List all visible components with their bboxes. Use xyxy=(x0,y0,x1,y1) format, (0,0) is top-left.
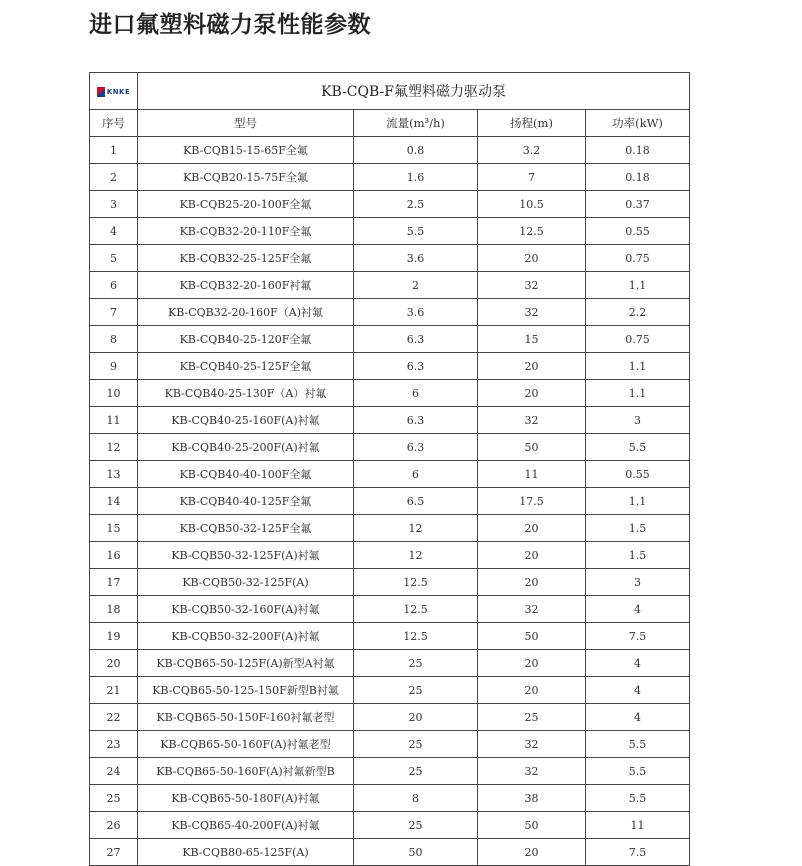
cell-model: KB-CQB50-32-160F(A)衬氟 xyxy=(138,596,354,623)
table-body xyxy=(90,137,690,866)
cell-power: 1.1 xyxy=(586,380,690,407)
table-row xyxy=(90,191,690,218)
table-row xyxy=(90,731,690,758)
table-row xyxy=(90,461,690,488)
cell-head: 11 xyxy=(478,461,586,488)
cell-head: 20 xyxy=(478,839,586,866)
header-index: 序号 xyxy=(90,110,138,137)
cell-head: 32 xyxy=(478,596,586,623)
cell-index: 12 xyxy=(90,434,138,461)
cell-index: 22 xyxy=(90,704,138,731)
cell-flow: 2 xyxy=(354,272,478,299)
cell-flow: 6.5 xyxy=(354,488,478,515)
cell-power: 5.5 xyxy=(586,785,690,812)
cell-index: 26 xyxy=(90,812,138,839)
cell-flow: 6.3 xyxy=(354,353,478,380)
cell-power: 4 xyxy=(586,650,690,677)
cell-flow: 25 xyxy=(354,677,478,704)
table-row xyxy=(90,326,690,353)
cell-power: 0.55 xyxy=(586,218,690,245)
cell-flow: 3.6 xyxy=(354,299,478,326)
cell-head: 17.5 xyxy=(478,488,586,515)
cell-flow: 20 xyxy=(354,704,478,731)
cell-power: 5.5 xyxy=(586,758,690,785)
table-row xyxy=(90,407,690,434)
cell-model: KB-CQB40-40-125F全氟 xyxy=(138,488,354,515)
cell-model: KB-CQB65-40-200F(A)衬氟 xyxy=(138,812,354,839)
header-power: 功率(kW) xyxy=(586,110,690,137)
cell-index: 23 xyxy=(90,731,138,758)
cell-head: 38 xyxy=(478,785,586,812)
logo-text: KNKE xyxy=(106,87,131,96)
cell-head: 20 xyxy=(478,542,586,569)
cell-model: KB-CQB15-15-65F全氟 xyxy=(138,137,354,164)
cell-flow: 6.3 xyxy=(354,407,478,434)
table-row xyxy=(90,380,690,407)
cell-model: KB-CQB80-65-125F(A) xyxy=(138,839,354,866)
cell-power: 7.5 xyxy=(586,623,690,650)
cell-power: 1.1 xyxy=(586,488,690,515)
cell-flow: 25 xyxy=(354,758,478,785)
table-row xyxy=(90,299,690,326)
cell-index: 7 xyxy=(90,299,138,326)
cell-power: 4 xyxy=(586,596,690,623)
cell-index: 9 xyxy=(90,353,138,380)
table-row xyxy=(90,272,690,299)
cell-model: KB-CQB32-20-110F全氟 xyxy=(138,218,354,245)
cell-head: 50 xyxy=(478,812,586,839)
cell-power: 1.1 xyxy=(586,272,690,299)
cell-model: KB-CQB65-50-180F(A)衬氟 xyxy=(138,785,354,812)
table-row xyxy=(90,785,690,812)
cell-power: 4 xyxy=(586,677,690,704)
cell-index: 21 xyxy=(90,677,138,704)
cell-model: KB-CQB65-50-150F-160衬氟老型 xyxy=(138,704,354,731)
table-row xyxy=(90,758,690,785)
table-row xyxy=(90,164,690,191)
cell-head: 20 xyxy=(478,650,586,677)
table-row xyxy=(90,218,690,245)
table-row xyxy=(90,488,690,515)
table-row xyxy=(90,137,690,164)
cell-head: 32 xyxy=(478,299,586,326)
cell-model: KB-CQB65-50-160F(A)衬氟新型B xyxy=(138,758,354,785)
cell-index: 20 xyxy=(90,650,138,677)
cell-head: 15 xyxy=(478,326,586,353)
cell-index: 11 xyxy=(90,407,138,434)
header-model: 型号 xyxy=(138,110,354,137)
header-flow: 流量(m³/h) xyxy=(354,110,478,137)
cell-index: 16 xyxy=(90,542,138,569)
table-row xyxy=(90,245,690,272)
brand-logo xyxy=(97,87,131,97)
table-header-row xyxy=(90,110,690,137)
pump-spec-table xyxy=(89,72,690,866)
cell-power: 3 xyxy=(586,569,690,596)
cell-flow: 25 xyxy=(354,650,478,677)
table-row xyxy=(90,542,690,569)
cell-head: 50 xyxy=(478,434,586,461)
table-row xyxy=(90,812,690,839)
cell-model: KB-CQB50-32-200F(A)衬氟 xyxy=(138,623,354,650)
cell-model: KB-CQB40-25-200F(A)衬氟 xyxy=(138,434,354,461)
cell-flow: 12.5 xyxy=(354,569,478,596)
cell-flow: 12 xyxy=(354,542,478,569)
cell-index: 10 xyxy=(90,380,138,407)
cell-flow: 6 xyxy=(354,461,478,488)
cell-index: 19 xyxy=(90,623,138,650)
cell-model: KB-CQB50-32-125F(A) xyxy=(138,569,354,596)
cell-model: KB-CQB40-40-100F全氟 xyxy=(138,461,354,488)
cell-index: 24 xyxy=(90,758,138,785)
table-banner-title: KB-CQB-F氟塑料磁力驱动泵 xyxy=(138,73,690,110)
cell-model: KB-CQB65-50-125F(A)新型A衬氟 xyxy=(138,650,354,677)
table-row xyxy=(90,596,690,623)
cell-flow: 3.6 xyxy=(354,245,478,272)
cell-model: KB-CQB50-32-125F全氟 xyxy=(138,515,354,542)
table-row xyxy=(90,623,690,650)
cell-head: 3.2 xyxy=(478,137,586,164)
cell-index: 4 xyxy=(90,218,138,245)
cell-power: 0.75 xyxy=(586,326,690,353)
cell-flow: 12.5 xyxy=(354,623,478,650)
cell-model: KB-CQB40-25-120F全氟 xyxy=(138,326,354,353)
cell-head: 10.5 xyxy=(478,191,586,218)
cell-head: 32 xyxy=(478,407,586,434)
cell-index: 15 xyxy=(90,515,138,542)
cell-flow: 6.3 xyxy=(354,434,478,461)
cell-flow: 5.5 xyxy=(354,218,478,245)
cell-power: 1.1 xyxy=(586,353,690,380)
cell-index: 8 xyxy=(90,326,138,353)
table-row xyxy=(90,677,690,704)
cell-model: KB-CQB50-32-125F(A)衬氟 xyxy=(138,542,354,569)
cell-head: 20 xyxy=(478,245,586,272)
cell-model: KB-CQB32-20-160F（A)衬氟 xyxy=(138,299,354,326)
cell-power: 0.18 xyxy=(586,137,690,164)
cell-index: 6 xyxy=(90,272,138,299)
cell-index: 1 xyxy=(90,137,138,164)
cell-model: KB-CQB40-25-160F(A)衬氟 xyxy=(138,407,354,434)
cell-flow: 8 xyxy=(354,785,478,812)
cell-model: KB-CQB40-25-125F全氟 xyxy=(138,353,354,380)
cell-index: 5 xyxy=(90,245,138,272)
cell-head: 32 xyxy=(478,731,586,758)
cell-flow: 0.8 xyxy=(354,137,478,164)
cell-model: KB-CQB65-50-125-150F新型B衬氟 xyxy=(138,677,354,704)
cell-index: 13 xyxy=(90,461,138,488)
cell-index: 2 xyxy=(90,164,138,191)
cell-flow: 12 xyxy=(354,515,478,542)
cell-model: KB-CQB25-20-100F全氟 xyxy=(138,191,354,218)
cell-power: 0.37 xyxy=(586,191,690,218)
cell-power: 11 xyxy=(586,812,690,839)
cell-head: 32 xyxy=(478,758,586,785)
cell-flow: 6.3 xyxy=(354,326,478,353)
logo-mark-icon xyxy=(97,87,105,97)
table-row xyxy=(90,650,690,677)
cell-flow: 6 xyxy=(354,380,478,407)
cell-flow: 50 xyxy=(354,839,478,866)
cell-power: 7.5 xyxy=(586,839,690,866)
cell-model: KB-CQB20-15-75F全氟 xyxy=(138,164,354,191)
cell-model: KB-CQB65-50-160F(A)衬氟老型 xyxy=(138,731,354,758)
cell-head: 25 xyxy=(478,704,586,731)
cell-index: 25 xyxy=(90,785,138,812)
cell-index: 18 xyxy=(90,596,138,623)
cell-index: 27 xyxy=(90,839,138,866)
logo-cell xyxy=(90,73,138,110)
cell-power: 3 xyxy=(586,407,690,434)
cell-power: 5.5 xyxy=(586,434,690,461)
table-row xyxy=(90,515,690,542)
header-head: 扬程(m) xyxy=(478,110,586,137)
table-row xyxy=(90,704,690,731)
cell-flow: 12.5 xyxy=(354,596,478,623)
table-banner-row xyxy=(90,73,690,110)
cell-flow: 1.6 xyxy=(354,164,478,191)
cell-flow: 2.5 xyxy=(354,191,478,218)
cell-power: 1.5 xyxy=(586,542,690,569)
table-row xyxy=(90,434,690,461)
cell-model: KB-CQB32-25-125F全氟 xyxy=(138,245,354,272)
cell-index: 3 xyxy=(90,191,138,218)
cell-index: 14 xyxy=(90,488,138,515)
cell-model: KB-CQB40-25-130F（A）衬氟 xyxy=(138,380,354,407)
cell-power: 0.55 xyxy=(586,461,690,488)
cell-head: 32 xyxy=(478,272,586,299)
table-row xyxy=(90,353,690,380)
cell-head: 50 xyxy=(478,623,586,650)
cell-power: 2.2 xyxy=(586,299,690,326)
cell-power: 0.75 xyxy=(586,245,690,272)
cell-head: 20 xyxy=(478,569,586,596)
cell-head: 20 xyxy=(478,515,586,542)
cell-flow: 25 xyxy=(354,812,478,839)
cell-head: 20 xyxy=(478,353,586,380)
cell-index: 17 xyxy=(90,569,138,596)
cell-power: 1.5 xyxy=(586,515,690,542)
cell-head: 20 xyxy=(478,677,586,704)
cell-power: 4 xyxy=(586,704,690,731)
table-row xyxy=(90,839,690,866)
page-title: 进口氟塑料磁力泵性能参数 xyxy=(89,12,371,38)
cell-flow: 25 xyxy=(354,731,478,758)
cell-head: 7 xyxy=(478,164,586,191)
cell-model: KB-CQB32-20-160F衬氟 xyxy=(138,272,354,299)
cell-head: 20 xyxy=(478,380,586,407)
table-row xyxy=(90,569,690,596)
cell-power: 5.5 xyxy=(586,731,690,758)
cell-power: 0.18 xyxy=(586,164,690,191)
cell-head: 12.5 xyxy=(478,218,586,245)
